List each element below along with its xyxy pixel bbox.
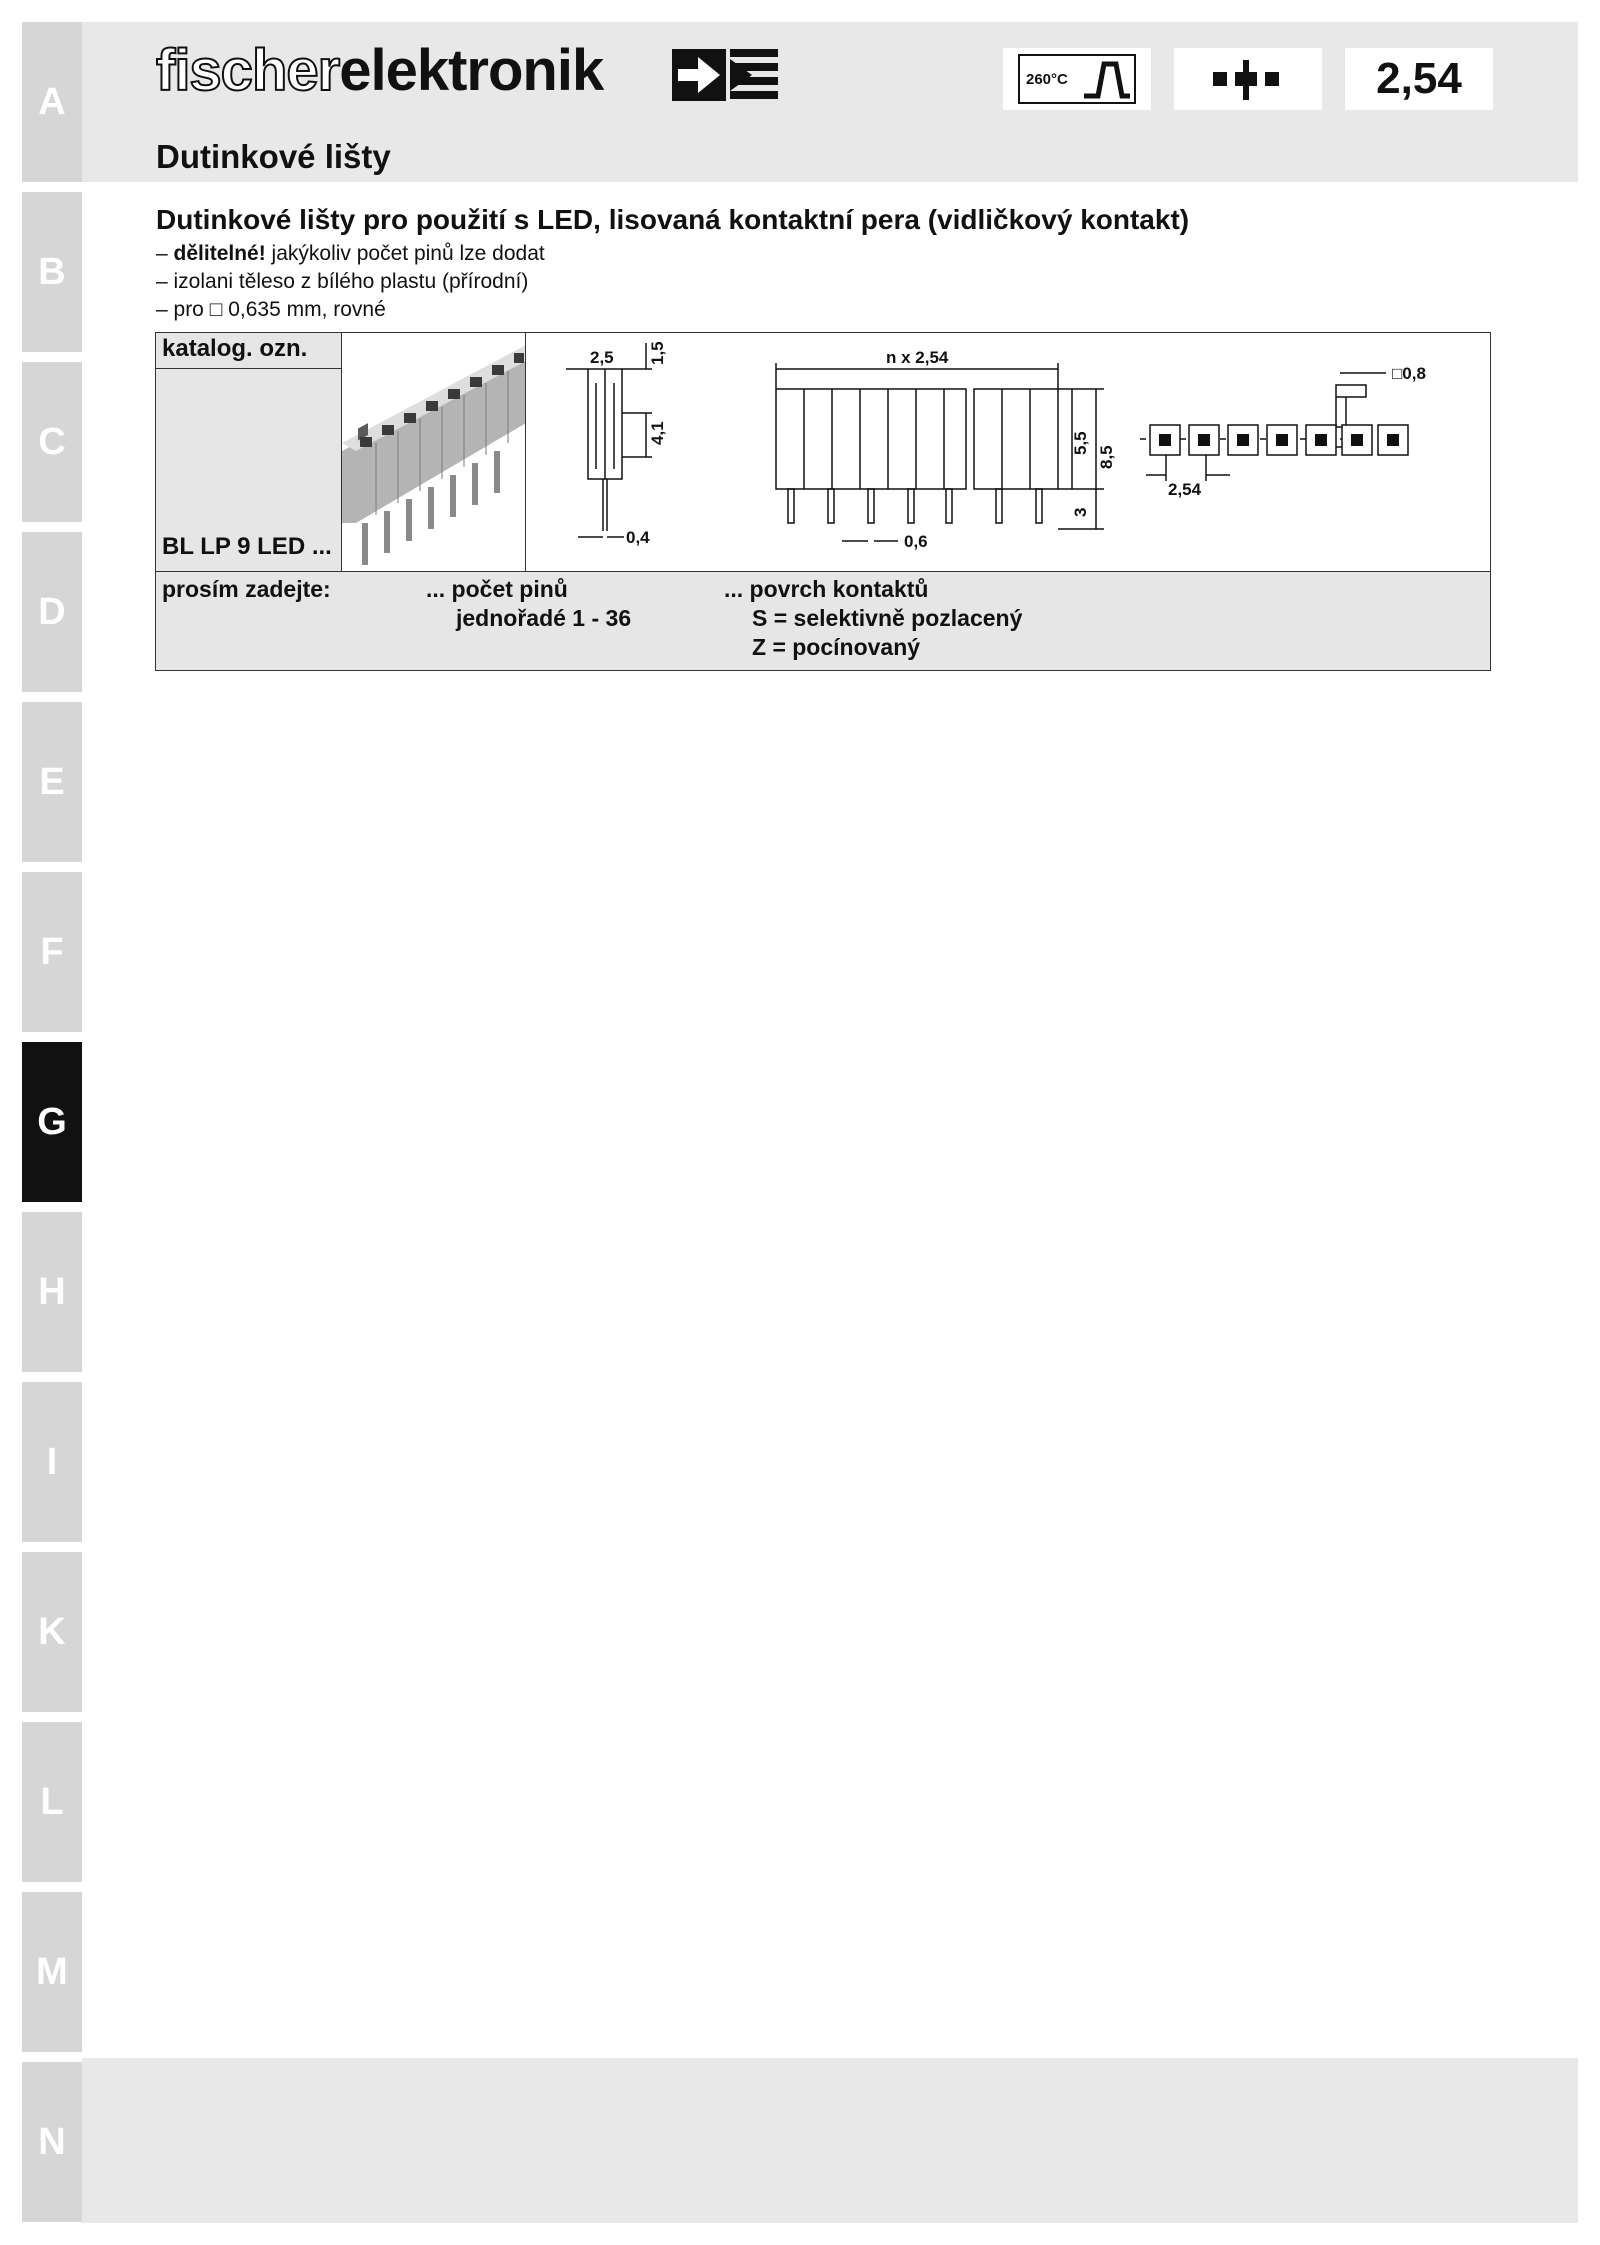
brand-logo	[156, 38, 604, 103]
surface-label: ... povrch kontaktů	[724, 576, 929, 602]
surface-option-s: S = selektivně pozlacený	[752, 605, 1023, 631]
product-table	[155, 332, 1491, 671]
side-tab-e[interactable]: E	[22, 702, 82, 862]
order-info-row	[156, 571, 1490, 670]
dim-pitch-total: n x 2,54	[886, 348, 949, 367]
svg-text:260°C: 260°C	[1026, 71, 1068, 88]
dim-8-5: 8,5	[1097, 445, 1116, 469]
feature-list	[156, 240, 545, 324]
side-tab-n[interactable]: N	[22, 2062, 82, 2222]
reflow-profile-icon	[1018, 54, 1136, 104]
feature-divisible: – dělitelné! jakýkoliv počet pinů lze dodat	[156, 242, 545, 265]
dim-square-0-8: □0,8	[1392, 364, 1426, 383]
footer-band	[82, 2058, 1578, 2223]
reflow-temperature-badge	[1003, 48, 1151, 110]
order-code: BL LP 9 LED ...	[162, 533, 332, 560]
side-tab-l[interactable]: L	[22, 1722, 82, 1882]
mounting-type-badge	[1174, 48, 1322, 110]
dim-1-5: 1,5	[648, 341, 667, 365]
product-photo	[342, 333, 526, 571]
pins-range: jednořadé 1 - 36	[456, 605, 632, 631]
side-tab-f[interactable]: F	[22, 872, 82, 1032]
section-title: Dutinkové lišty pro použití s LED, lisovaná kontaktní pera (vidličkový kontakt)	[156, 204, 1190, 235]
dim-pin-0-6: 0,6	[904, 532, 928, 551]
surface-option-z: Z = pocínovaný	[752, 634, 921, 660]
through-hole-icon	[1203, 54, 1293, 104]
pitch-badge	[1345, 48, 1493, 110]
technical-drawing	[526, 333, 1490, 571]
feature-pin-size: – pro □ 0,635 mm, rovné	[156, 298, 386, 321]
side-tab-c[interactable]: C	[22, 362, 82, 522]
side-tab-b[interactable]: B	[22, 192, 82, 352]
dim-width-top: 2,5	[590, 348, 614, 367]
dimension-drawing	[526, 333, 1490, 571]
side-tab-d[interactable]: D	[22, 532, 82, 692]
catalog-label: katalog. ozn.	[156, 333, 342, 369]
side-tab-h[interactable]: H	[22, 1212, 82, 1372]
feature-insulator: – izolani těleso z bílého plastu (přírodní)	[156, 270, 529, 293]
pins-label: ... počet pinů	[426, 576, 568, 602]
catalog-column	[156, 333, 342, 571]
socket-strip-illustration	[342, 333, 526, 571]
dim-pitch-2-54: 2,54	[1168, 480, 1202, 499]
logo-text-fischer: fischer	[156, 38, 340, 103]
dim-4-1: 4,1	[648, 421, 667, 445]
side-tab-i[interactable]: I	[22, 1382, 82, 1542]
side-tab-g[interactable]: G	[22, 1042, 82, 1202]
dim-pin-0-4: 0,4	[626, 528, 650, 547]
logo-text-elektronik: elektronik	[339, 38, 604, 103]
dim-3: 3	[1071, 507, 1090, 517]
side-tab-k[interactable]: K	[22, 1552, 82, 1712]
side-tab-m[interactable]: M	[22, 1892, 82, 2052]
brand-arrow-icon	[672, 47, 782, 103]
page-title: Dutinkové lišty	[156, 138, 391, 175]
dim-5-5: 5,5	[1071, 431, 1090, 455]
side-tab-a[interactable]: A	[22, 22, 82, 182]
pitch-value: 2,54	[1376, 54, 1462, 103]
order-prompt-label: prosím zadejte:	[162, 576, 331, 602]
